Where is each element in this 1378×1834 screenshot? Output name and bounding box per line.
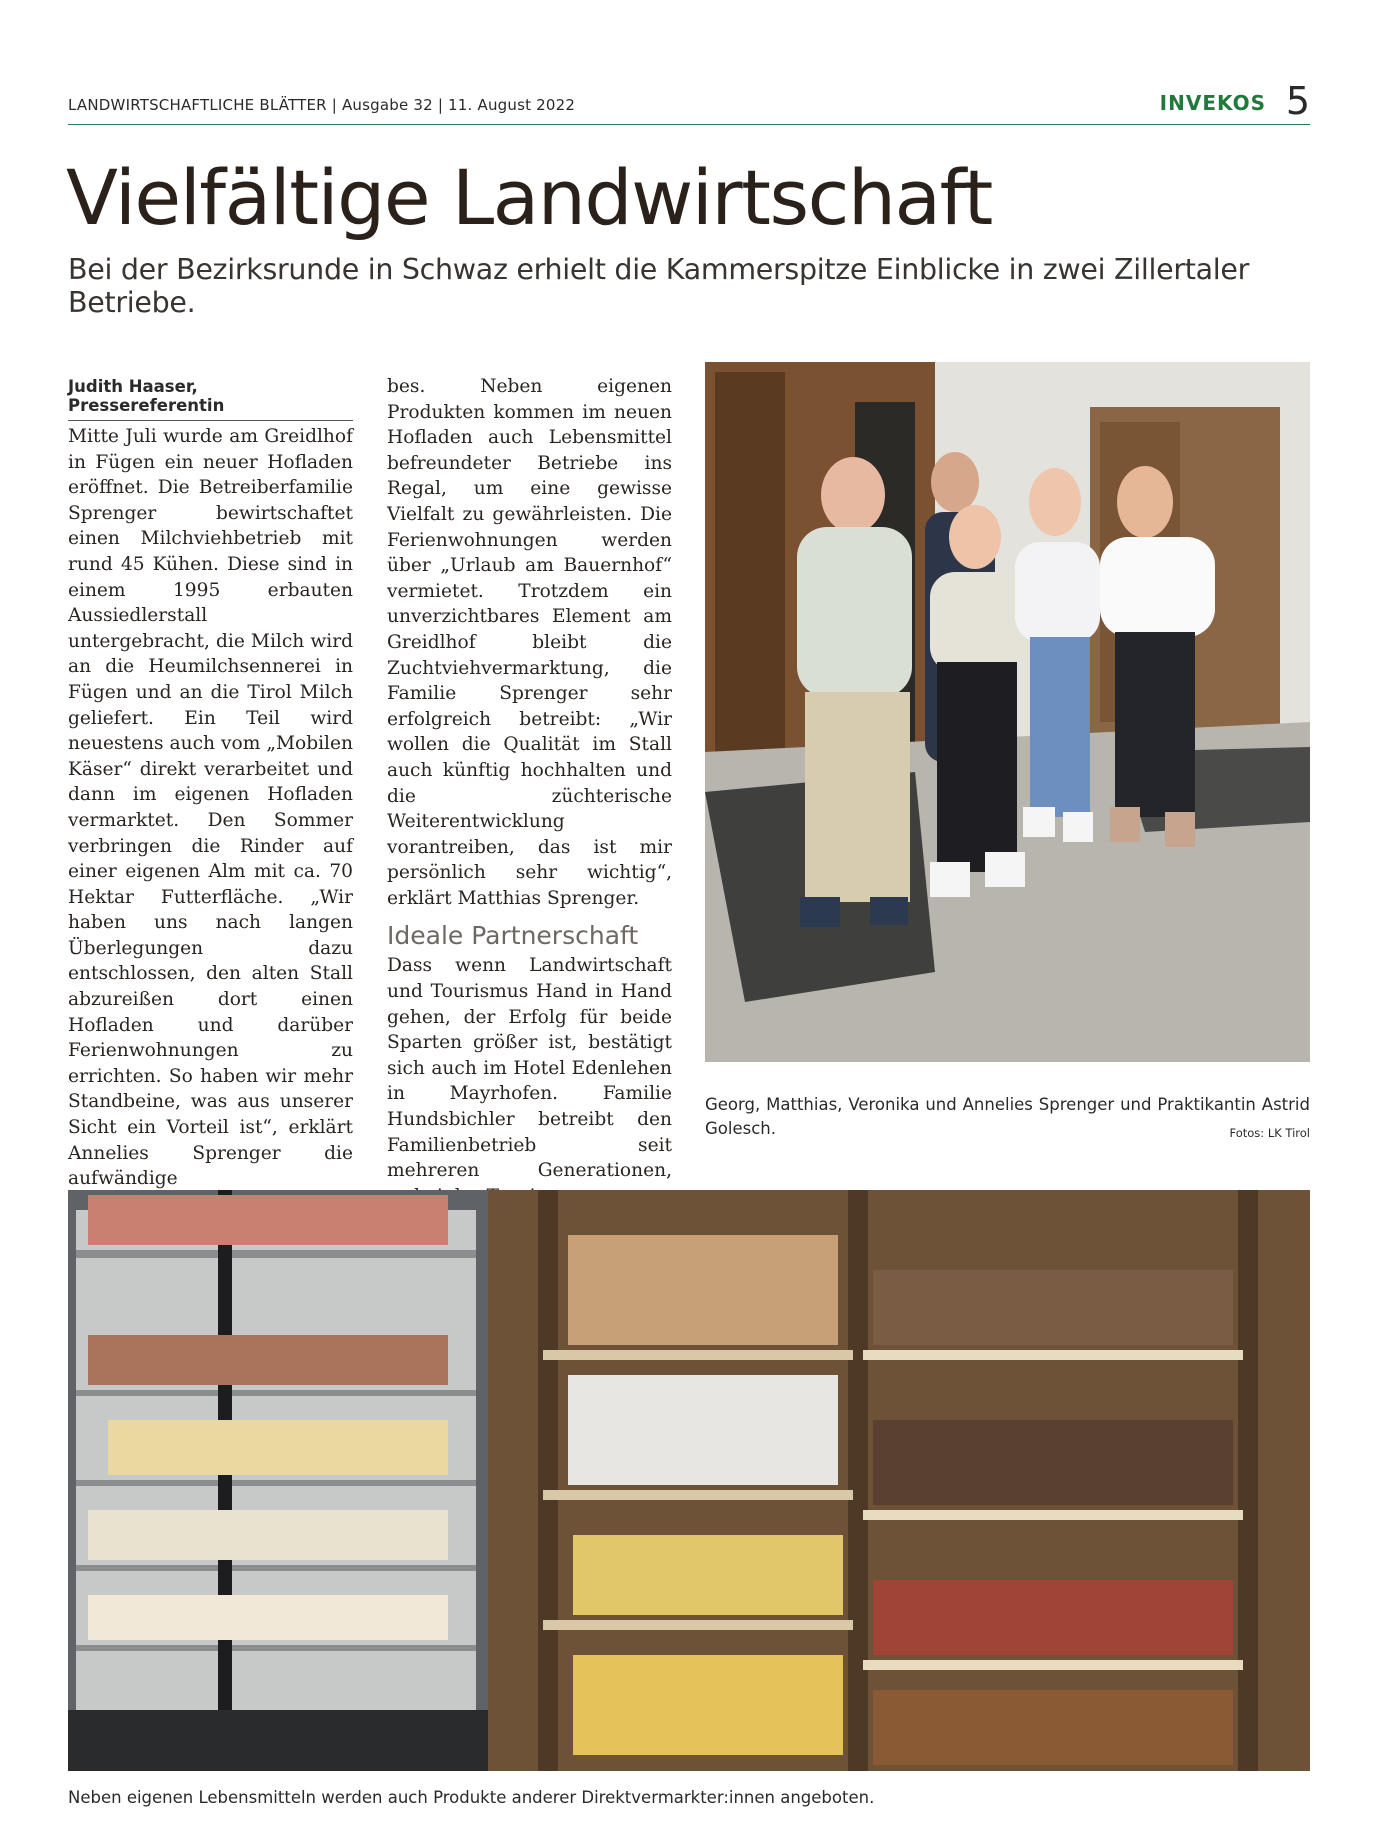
page-number: 5 [1285,79,1310,123]
body-text: Mitte Juli wurde am Greidlhof in Fügen ein neuer Hofladen eröffnet. Die Betreiberfamilie Sprenger bewirtschaftet einen Milchviehbetrieb mit rund 45 Kühen. Diese sind in einem 1995 erbauten Aussiedlerstall untergebracht, die Milch wird an die Heumilchsennerei in Fügen und an die Tirol Milch geliefert. Ein Teil wird neuestens auch vom „Mobilen Käser“ direkt verarbeitet und dann im eigenen Hofladen vermarktet. Den Sommer verbringen die Rinder auf einer eigenen Alm mit ca. 70 Hektar Futterfläche. „Wir haben uns nach langen Überlegungen dazu entschlossen, den alten Stall abzureißen dort einen Hofladen und darüber Ferienwohnungen zu errichten. So haben wir mehr Standbeine, was aus unserer Sicht ein Vorteil ist“, erklärt Annelies Sprenger die aufwändige [68,426,353,1190]
section-heading: Ideale Partnerschaft [387,921,639,951]
page-header [68,76,1310,125]
subheadline: Bei der Bezirksrunde in Schwaz erhielt die Kammerspitze Einblicke in zwei Zillertaler Betriebe. [68,253,1250,319]
family-photo [705,362,1310,1062]
photo-credit: Fotos: LK Tirol [1229,1126,1310,1140]
photo-caption: Neben eigenen Lebensmitteln werden auch Produkte anderer Direktvermarkter:innen angeboten. [68,1788,875,1807]
section-label: INVEKOS [1159,91,1266,115]
publication-line: LANDWIRTSCHAFTLICHE BLÄTTER | Ausgabe 32 | 11. August 2022 [68,96,576,114]
author-byline: Judith Haaser, Pressereferentin [68,377,353,421]
photo-caption: Georg, Matthias, Veronika und Annelies Sprenger und Praktikantin Astrid Golesch. [705,1095,1310,1138]
body-text: Dass wenn Landwirtschaft und Tourismus Hand in Hand gehen, der Erfolg für beide Sparten größer ist, bestätigt sich auch im Hotel Edenlehen in Mayrhofen. Familie Hundsbichler betreibt den Familienbetrieb seit mehreren Generationen, [387,955,672,1182]
body-text: bes. Neben eigenen Produkten kommen im neuen Hofladen auch Lebensmittel befreundeter Betriebe ins Regal, um eine gewisse Vielfalt zu gewährleisten. Die Ferienwohnungen werden über „Urlaub am Bauernhof“ vermietet. Trotzdem ein unverzichtbares Element am Greidlhof bleibt die Zuchtviehvermarktung, die Familie Sprenger sehr erfolgreich betreibt: „Wir wollen die Qualität im Stall auch künftig hochhalten und die züchterische Weiterentwicklung vorantreiben, das ist mir persönlich sehr wichtig“, erklärt Matthias Sprenger. [387,376,672,909]
article-column-1 [68,424,353,1243]
article-column-2 [387,374,672,1209]
farmshop-photo [68,1190,1310,1771]
headline: Vielfältige Landwirtschaft [66,153,992,242]
